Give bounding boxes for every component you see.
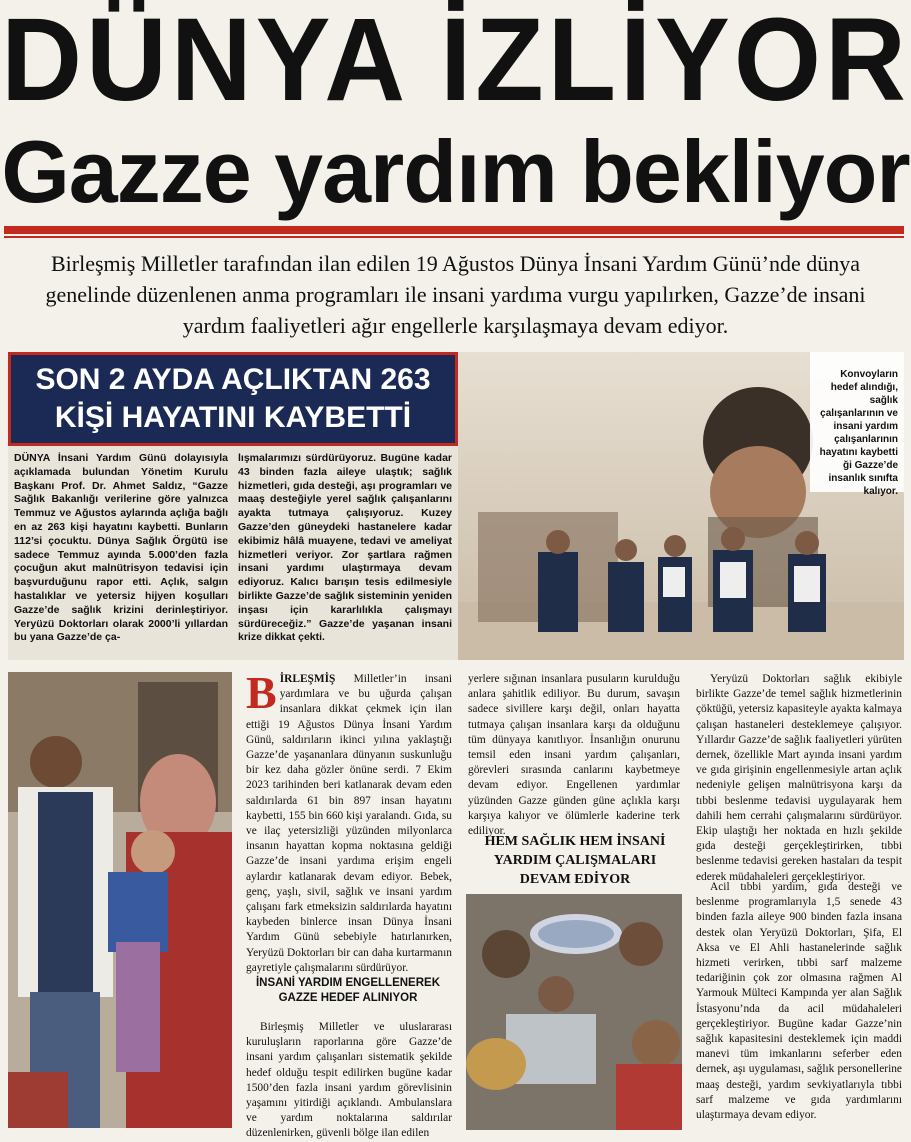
dropcap: B: [246, 667, 277, 718]
section-title-1: İNSANİ YARDIM ENGELLENEREK GAZZE HEDEF ALINIYOR: [255, 977, 441, 1004]
headline-line2: Gazze yardım bekliyor: [1, 122, 910, 221]
article-column1: [246, 667, 452, 976]
doctor-child-photo: [8, 672, 232, 1128]
feature-box-title: [8, 352, 458, 446]
article-column1-p2: Birleşmiş Milletler ve uluslararası kuruluşların raporlarına göre Gazze’de insani yardım çalışanları sistematik şekilde hedef olduğu tespit edilirken bugüne kadar 1500’den fazla insani yardım görevlisinin yaşamını yitirdiği açıklandı. Ambulanslara ve yardım noktalarına saldırılar düzenlenirken, güvenli bölge ilan edilen: [246, 1021, 452, 1140]
feature-box-title-line2: KİŞİ HAYATINI KAYBETTİ: [54, 401, 412, 434]
feature-box-title-line1: SON 2 AYDA AÇLIKTAN 263: [35, 363, 431, 396]
feature-box-column2: lışmalarımızı sürdürüyoruz. Bugüne kadar 43 binden fazla aileye ulaştık; sağlık hizmetleri, gıda desteği, aşı programları ve maaş desteğiyle yerel sağlık çalışanlarını ayakta tutmaya çalışıyoruz. Kuzey Gazze’den güneydeki hastanelere kadar ekibimiz hâlâ muayene, tedavi ve ameliyat hizmetleri veriyor. Zor şartlara rağmen insani yardımı ulaştırmaya devam ediyoruz. Kalıcı barışın tesis edilmesiyle birlikte Gazze’de sağlık sisteminin yeniden inşası için kararlılıkla çalışmayı sürdüreceğiz.” Gazze’de yaşanan insani krize dikkat çekti.: [238, 452, 452, 644]
headline-line1: DÜNYA İZLİYOR: [1, 0, 910, 126]
article-column3-p2: Acil tıbbi yardım, gıda desteği ve beslenme programlarıyla 1,5 senede 43 binden fazla aileye 900 binden fazla insana destek olan Yeryüzü Doktorları, Şifa, El Aksa ve El Ahli hastanelerinde sağlık hizmeti verirken, tıbbi sarf malzeme tedariğinin çok zor olmasına rağmen Al Yarmouk Mülteci Kampında yer alan Sağlık İstasyonu’nda da acil müdahaleleri gerçekleştiriyor. Bugüne kadar Gazze’nin sağlık kapasitesini desteklemek için maddi manevi tüm imkanlarını seferber eden dernek, aşı uygulaması, sağlık personellerine maaş desteği, yardım sevkiyatlarıyla tıbbi sarf malzeme ve gıda yardımlarını ulaştırmaya devam ediyor.: [696, 881, 902, 1122]
food-distribution-photo: [466, 894, 682, 1130]
article-firstword: İRLEŞMİŞ: [279, 673, 336, 685]
feature-box-column1: DÜNYA İnsani Yardım Günü dolayısıyla açıklamada bulundan Yönetim Kurulu Başkanı Prof. Dr. Ahmet Saldız, “Gazze Sağlık Bakanlığı verilerine göre yalnızca Temmuz ve Ağustos aylarında açlığa bağlı en az 263 kişi hayatını kaybetti. Bunların 112’si çocuktu. Dünya Sağlık Örgütü ise sadece Temmuz ayında 5.000’den fazla çocuğun akut malnütrisyon tedavisi için başvurduğunu rapor etti. Açlık, salgın hastalıklar ve yetersiz hijyen koşulları Gazze’de sağlık krizini derinleştiriyor. Yeryüzü Doktorları olarak 2000’li yıllardan bu yana Gazze’de ça-: [14, 452, 228, 644]
article-column2: yerlere sığınan insanlara pusuların kurulduğu anlara şahitlik ediliyor. Bu durum, savaşın sadece sivillere karşı değil, onları hayatta tutmaya çalışan insanlara karşı da olduğunu tüm dünyaya kanıtlıyor. İnsanlığın onurunu temsil eden insani yardım çalışanları, görevleri sırasında canlarını kaybetmeye devam ediyor. Engellenen yardımlar yüzünden Gazze günden güne açlıkla karşı karşıya kalıyor ve ölümlerle kaderine terk ediliyor.: [468, 673, 680, 838]
lead-paragraph: Birleşmiş Milletler tarafından ilan edilen 19 Ağustos Dünya İnsani Yardım Günü’nde dünya genelinde düzenlenen anma programları ile insani yardıma vurgu yapılırken, Gazze’de insani yardım faaliyetleri ağır engellerle karşılaşmaya devam ediyor.: [45, 251, 866, 338]
section-title-2: HEM SAĞLIK HEM İNSANİ YARDIM ÇALIŞMALARI DEVAM EDİYOR: [484, 834, 666, 887]
photo-caption: Konvoyların hedef alındığı, sağlık çalışanlarının ve insani yardım çalışanlarının hayatını kaybetti ği Gazze’de insanlık sınıfta kalıyor.: [819, 369, 898, 497]
article-col1-p1: Milletler’in insani yardımlara ve bu uğurda çalışan insanlara dikkat çekmek için ilan ettiği 19 Ağustos Dünya İnsani Yardım Günü, saldırıların ikinci yılına yaklaştığı Gazze’de yaşananlara dünyanın suskunluğu bir kez daha gözler önüne serdi. 7 Ekim 2023 tarihinden beri katlanarak devam eden saldırılarda 61 bin 897 insan hayatını kaybetti, 155 bin 660 kişi yaralandı. Gıda, su ve ilaç yetersizliği yüzünden milyonlarca insanın hayattan kopma noktasına geldiği Gazze’de insani yardıma erişim engeli aylardır katlanarak devam ediyor. Bebek, genç, yaşlı, sivil, sağlık ve insani yardım çalışanı fark etmeksizin saldırılarda hayatını kaybeden binlerce insan Dünya İnsani Yardım Günü sebebiyle hatırlanırken, Yeryüzü Doktorları bir can daha kurtarmanın gayretiyle çalışmalarını sürdürüyor.: [246, 673, 452, 974]
article-column3-p1: Yeryüzü Doktorları sağlık ekibiyle birlikte Gazze’de temel sağlık hizmetlerinin çöktüğü, yetersiz kapasiteyle ayakta kalmaya çalışan hastaneleri desteklemeye çalışıyor. Yıllardır Gazze’de sağlık faaliyetleri yürüten dernek, özellikle Mart ayında insani yardım ve gıda girişinin engellenmesiyle artan açlık nedeniyle gelişen malnütrisyona karşı da tıbbi beslenme tedavisi uygulayarak hem dahili hem cerrahi çalışmalarını sürdürüyor. Ekip ulaştığı her noktada en hızlı şekilde gıda desteği gerçekleştirirken, tıbbi beslenme tedavisi gereken hastaları da tespit ederek müdahaleleri gerçekleştiriyor.: [696, 673, 902, 883]
headline-rule: [4, 226, 904, 234]
